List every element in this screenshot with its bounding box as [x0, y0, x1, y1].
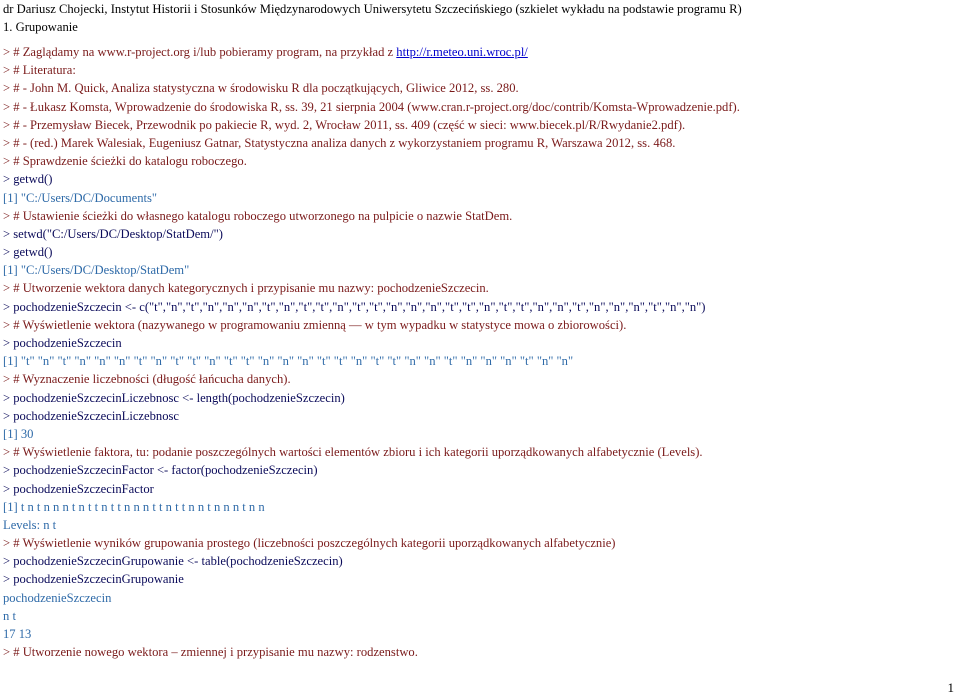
comment-line — [3, 534, 953, 552]
comment-line — [3, 316, 953, 334]
line-text: > # Wyświetlenie faktora, tu: podanie poszczególnych wartości elementów zbioru i ich kategorii uporządkowanych alfabetycznie (Levels). — [3, 445, 703, 460]
command-line — [3, 170, 953, 188]
comment-line — [3, 116, 953, 134]
line-text: > # - (red.) Marek Walesiak, Eugeniusz Gatnar, Statystyczna analiza danych z wykorzystaniem programu R, Warszawa 2012, ss. 468. — [3, 135, 676, 150]
comment-line — [3, 152, 953, 170]
document-title: dr Dariusz Chojecki, Instytut Historii i Stosunków Międzynarodowych Uniwersytetu Szczecińskiego (szkielet wykładu na podstawie programu R) — [3, 2, 742, 16]
page-number: 1 — [947, 680, 954, 695]
line-text: > # Ustawienie ścieżki do własnego katalogu roboczego utworzonego na pulpicie o nazwie StatDem. — [3, 208, 513, 223]
line-text: > getwd() — [3, 172, 53, 187]
output-line — [3, 189, 953, 207]
output-line — [3, 498, 953, 516]
command-line — [3, 334, 953, 352]
comment-line — [3, 43, 953, 61]
line-text: > pochodzenieSzczecin <- c("t","n","t","n","n","n","t","n","t","t","n","t","t","n","n","n","t","t","n","t","t","n","n","t","n","n","n","t","n","n") — [3, 299, 706, 314]
comment-line — [3, 134, 953, 152]
line-text: Levels: n t — [3, 517, 57, 532]
line-text: [1] "t" "n" "t" "n" "n" "n" "t" "n" "t" "t" "n" "t" "t" "n" "n" "n" "t" "t" "n" "t" "t" "n" "n" "t" "n" "n" "n" "t" "n" "n" — [3, 354, 574, 369]
output-line — [3, 589, 953, 607]
comment-line — [3, 370, 953, 388]
output-line — [3, 425, 953, 443]
comment-line — [3, 643, 953, 661]
output-line — [3, 261, 953, 279]
section-heading: 1. Grupowanie — [3, 20, 78, 34]
line-text: > # - Łukasz Komsta, Wprowadzenie do środowiska R, ss. 39, 21 sierpnia 2004 (www.cran.r-project.org/doc/contrib/Komsta-Wprowadzenie.pdf). — [3, 99, 740, 114]
output-line — [3, 607, 953, 625]
line-text: > # Sprawdzenie ścieżki do katalogu roboczego. — [3, 154, 247, 169]
line-text: > # - John M. Quick, Analiza statystyczna w środowisku R dla początkujących, Gliwice 2012, ss. 280. — [3, 81, 519, 96]
line-text: > # Utworzenie wektora danych kategorycznych i przypisanie mu nazwy: pochodzenieSzczecin. — [3, 281, 489, 296]
command-line — [3, 243, 953, 261]
line-text: pochodzenieSzczecin — [3, 590, 112, 605]
command-line — [3, 389, 953, 407]
command-line — [3, 552, 953, 570]
line-text: > pochodzenieSzczecinGrupowanie — [3, 572, 184, 587]
line-text: > # Zaglądamy na www.r-project.org i/lub pobieramy program, na przykład z — [3, 45, 397, 59]
line-text: > # Utworzenie nowego wektora – zmiennej i przypisanie mu nazwy: rodzenstwo. — [3, 645, 418, 660]
comment-line — [3, 98, 953, 116]
command-line — [3, 461, 953, 479]
line-text: > pochodzenieSzczecinFactor <- factor(pochodzenieSzczecin) — [3, 463, 318, 478]
comment-line — [3, 61, 953, 79]
comment-line — [3, 79, 953, 97]
line-text: > pochodzenieSzczecinLiczebnosc — [3, 408, 179, 423]
command-line — [3, 407, 953, 425]
line-text: [1] "C:/Users/DC/Documents" — [3, 190, 158, 205]
comment-line — [3, 279, 953, 297]
command-line — [3, 298, 953, 316]
command-line — [3, 570, 953, 588]
line-text: [1] t n t n n n t n t t n t t n n n t t n t t n n t n n n t n n — [3, 499, 265, 514]
line-text: > # Wyświetlenie wyników grupowania prostego (liczebności poszczególnych kategorii uporządkowanych alfabetycznie) — [3, 536, 616, 551]
command-line — [3, 225, 953, 243]
output-line — [3, 516, 953, 534]
line-text: 17 13 — [3, 627, 32, 641]
line-text: n t — [3, 608, 16, 623]
r-console-transcript — [3, 43, 953, 661]
line-text: > pochodzenieSzczecinGrupowanie <- table(pochodzenieSzczecin) — [3, 554, 343, 569]
command-line — [3, 480, 953, 498]
line-text: [1] "C:/Users/DC/Desktop/StatDem" — [3, 263, 190, 278]
download-link[interactable]: http://r.meteo.uni.wroc.pl/ — [396, 45, 528, 59]
document-header — [3, 0, 742, 36]
line-text: > # - Przemysław Biecek, Przewodnik po pakiecie R, wyd. 2, Wrocław 2011, ss. 409 (część w sieci: www.biecek.pl/R/Rwydanie2.pdf). — [3, 117, 686, 132]
output-line — [3, 625, 953, 643]
line-text: [1] 30 — [3, 426, 34, 441]
line-text: > getwd() — [3, 245, 53, 260]
output-line — [3, 352, 953, 370]
line-text: > # Literatura: — [3, 63, 76, 78]
comment-line — [3, 443, 953, 461]
line-text: > pochodzenieSzczecin — [3, 336, 122, 350]
line-text: > # Wyznaczenie liczebności (długość łańcucha danych). — [3, 372, 291, 387]
line-text: > pochodzenieSzczecinLiczebnosc <- length(pochodzenieSzczecin) — [3, 390, 345, 405]
comment-line — [3, 207, 953, 225]
line-text: > # Wyświetlenie wektora (nazywanego w programowaniu zmienną — w tym wypadku w statystyce mowa o zbiorowości). — [3, 317, 627, 332]
line-text: > setwd("C:/Users/DC/Desktop/StatDem/") — [3, 226, 223, 241]
line-text: > pochodzenieSzczecinFactor — [3, 481, 154, 496]
